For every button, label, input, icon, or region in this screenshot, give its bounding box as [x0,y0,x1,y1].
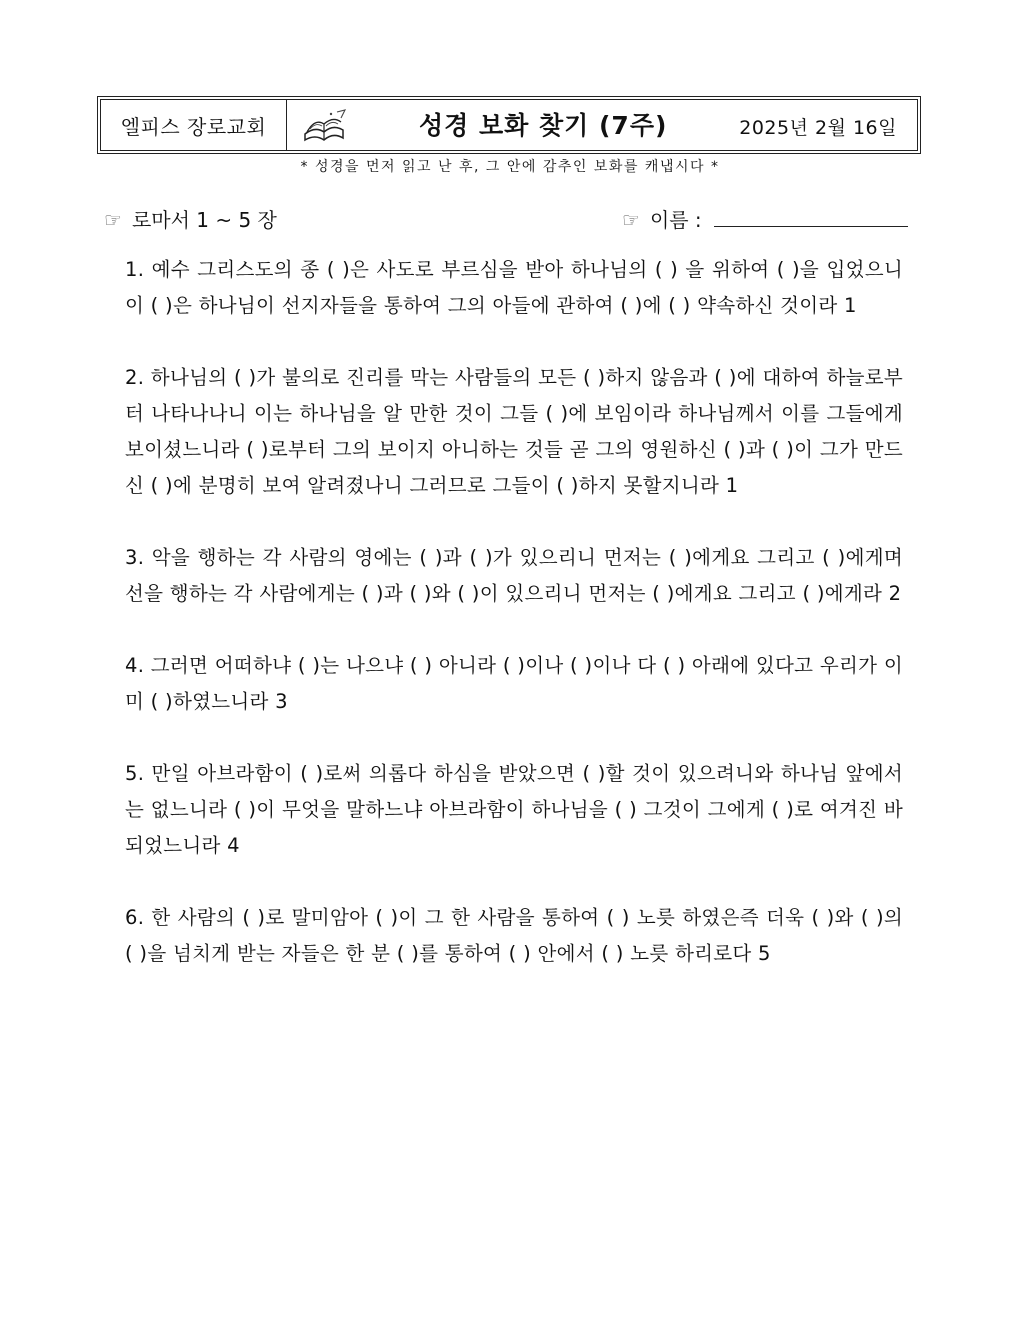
question-5: 5. 만일 아브라함이 ( )로써 의롭다 하심을 받았으면 ( )할 것이 있으려니와 하나님 앞에서는 없느니라 ( )이 무엇을 말하느냐 아브라함이 하나님을 ( ) 그것이 그에게 ( )로 여겨진 바 되었느니라 4 [125,762,903,857]
date: 2025년 2월 16일 [739,117,897,139]
question-4: 4. 그러면 어떠하냐 ( )는 나으냐 ( ) 아니라 ( )이나 ( )이나 다 ( ) 아래에 있다고 우리가 이미 ( )하였느니라 3 [125,654,903,713]
passage-label: 로마서 1 ~ 5 장 [131,208,277,232]
subtitle: * 성경을 먼저 읽고 난 후, 그 안에 감추인 보화를 캐냅시다 * [300,159,720,175]
pointing-hand-icon: ☞ [104,208,122,232]
passage-scope [104,204,277,233]
pointing-hand-icon: ☞ [622,208,640,232]
title-area [287,100,917,150]
header-inner [100,99,918,151]
header-box [97,96,921,154]
name-field-row [622,204,908,233]
open-book-icon [301,108,347,144]
question-6: 6. 한 사람의 ( )로 말미암아 ( )이 그 한 사람을 통하여 ( ) 노릇 하였은즉 더욱 ( )와 ( )의 ( )을 넘치게 받는 자들은 한 분 ( )를 통하여 ( ) 안에서 ( ) 노릇 하리로다 5 [125,906,903,965]
church-name: 엘피스 장로교회 [101,100,287,150]
name-label: 이름 : [649,208,702,232]
question-3: 3. 악을 행하는 각 사람의 영에는 ( )과 ( )가 있으리니 먼저는 ( )에게요 그리고 ( )에게며 선을 행하는 각 사람에게는 ( )과 ( )와 ( )이 있으리니 먼저는 ( )에게요 그리고 ( )에게라 2 [125,546,903,605]
page-title: 성경 보화 찾기 (7주) [419,111,668,140]
name-field[interactable] [714,204,908,227]
question-1: 1. 예수 그리스도의 종 ( )은 사도로 부르심을 받아 하나님의 ( ) 을 위하여 ( )을 입었으니 이 ( )은 하나님이 선지자들을 통하여 그의 아들에 관하여 ( )에 ( ) 약속하신 것이라 1 [125,258,903,317]
question-2: 2. 하나님의 ( )가 불의로 진리를 막는 사람들의 모든 ( )하지 않음과 ( )에 대하여 하늘로부터 나타나나니 이는 하나님을 알 만한 것이 그들 ( )에 보임이라 하나님께서 이를 그들에게 보이셨느니라 ( )로부터 그의 보이지 아니하는 것들 곧 그의 영원하신 ( )과 ( )이 그가 만드신 ( )에 분명히 보여 알려졌나니 그러므로 그들이 ( )하지 못할지니라 1 [125,366,903,497]
question-list [125,252,903,1008]
